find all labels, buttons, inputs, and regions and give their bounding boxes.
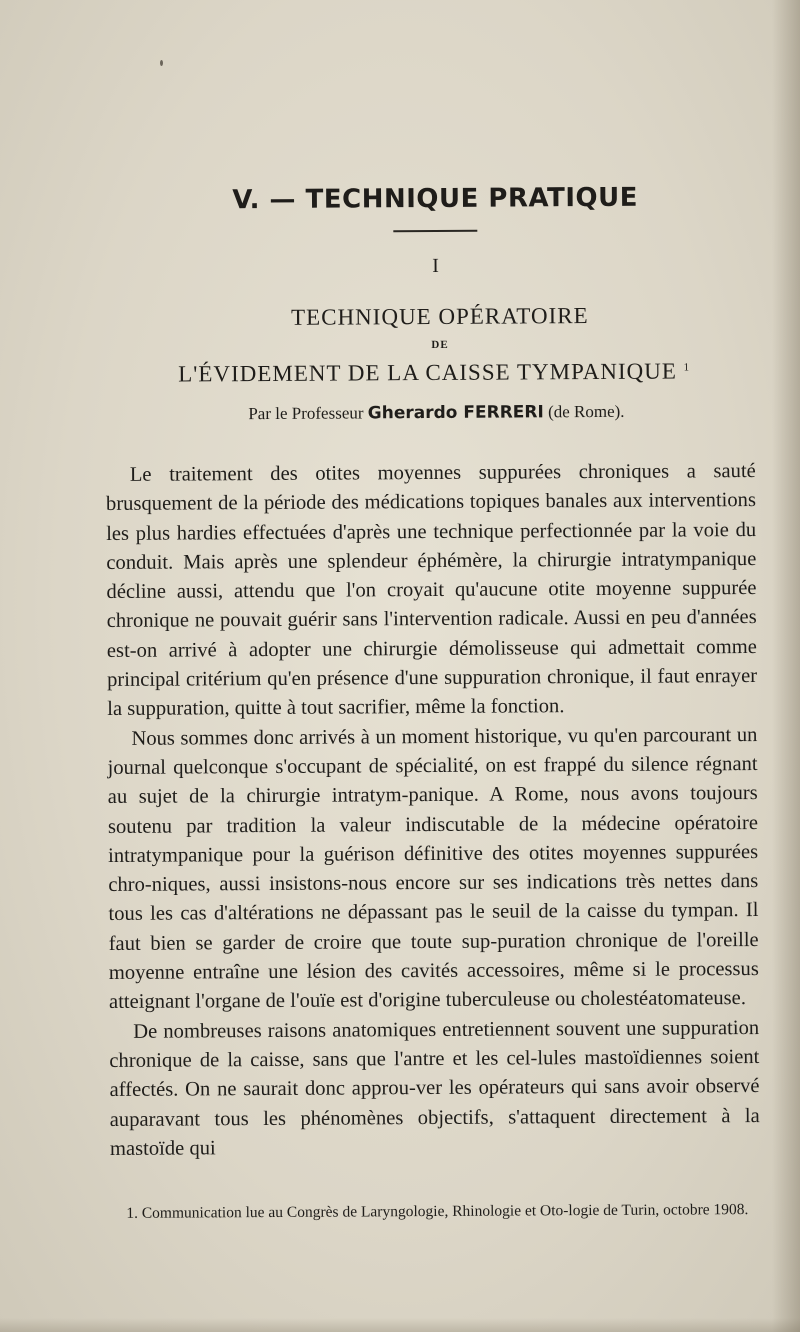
paragraph-2: Nous sommes donc arrivés à un moment historique, vu qu'en parcourant un journal quelconque s'occupant de spécialité, on est frappé du silence régnant au sujet de la chirurgie intratym-panique. A Rome, nous avons toujours soutenu par tradition la valeur indiscutable de la médecine opératoire intratympanique pour la guérison définitive des otites moyennes suppurées chro-niques, aussi insistons-nous encore sur ses indications très nettes dans tous les cas d'altérations ne dépassant pas le seuil de la caisse du tympan. Il faut bien se garder de croire que toute sup-puration chronique de l'oreille moyenne entraîne une lésion des cavités accessoires, même si le processus atteignant l'organe de l'ouïe est d'origine tuberculeuse ou cholestéatomateuse. [107, 723, 759, 1014]
byline-suffix: (de Rome). [547, 401, 625, 422]
page-shadow-right [772, 0, 800, 1332]
byline-prefix: Par le Professeur [248, 403, 364, 424]
title-line-1: TECHNIQUE OPÉRATOIRE [291, 303, 589, 330]
title-line-2 [109, 356, 759, 390]
title-line-2-text: L'ÉVIDEMENT DE LA CAISSE TYMPANIQUE [178, 358, 677, 387]
footnote-text: 1. Communication lue au Congrès de Laryngologie, Rhinologie et Oto-logie de Turin, octobre 1908. [126, 1201, 749, 1223]
paragraph-3: De nombreuses raisons anatomiques entretiennent souvent une suppuration chronique de la caisse, sans que l'antre et les cel-lules mastoïdiennes soient affectés. On ne saurait donc approu-ver les opérateurs qui sans avoir observé auparavant tous les phénomènes objectifs, s'attaquent directement à la mastoïde qui [109, 1016, 760, 1160]
page-text-block [104, 176, 760, 1226]
title-de: DE [431, 338, 449, 352]
page-shadow-bottom [0, 1318, 800, 1332]
chapter-heading: V. — TECHNIQUE PRATIQUE [232, 182, 639, 216]
title-footnote-mark: 1 [683, 361, 691, 374]
paper-speck [160, 60, 163, 66]
byline [111, 399, 761, 427]
paragraph-1: Le traitement des otites moyennes suppurées chroniques a sauté brusquement de la période des médications topiques banales aux interventions les plus hardies effectuées d'après une technique perfectionnée par la voie du conduit. Mais après une splendeur éphémère, la chirurgie intratympanique décline aussi, attendu que l'on croyait qu'aucune otite moyenne suppurée chronique ne pouvait guérir sans l'intervention radicale. Aussi en peu d'années est-on arrivé à adopter une chirurgie démolisseuse qui admettait comme principal critérium qu'en présence d'une suppuration chronique, il faut enrayer la suppuration, quitte à tout sacrifier, même la fonction. [105, 460, 758, 721]
footnote [110, 1198, 760, 1226]
heading-rule [393, 230, 477, 233]
article-body [106, 457, 760, 1164]
section-number: I [432, 254, 439, 277]
author-name: Gherardo FERRERI [367, 402, 544, 424]
